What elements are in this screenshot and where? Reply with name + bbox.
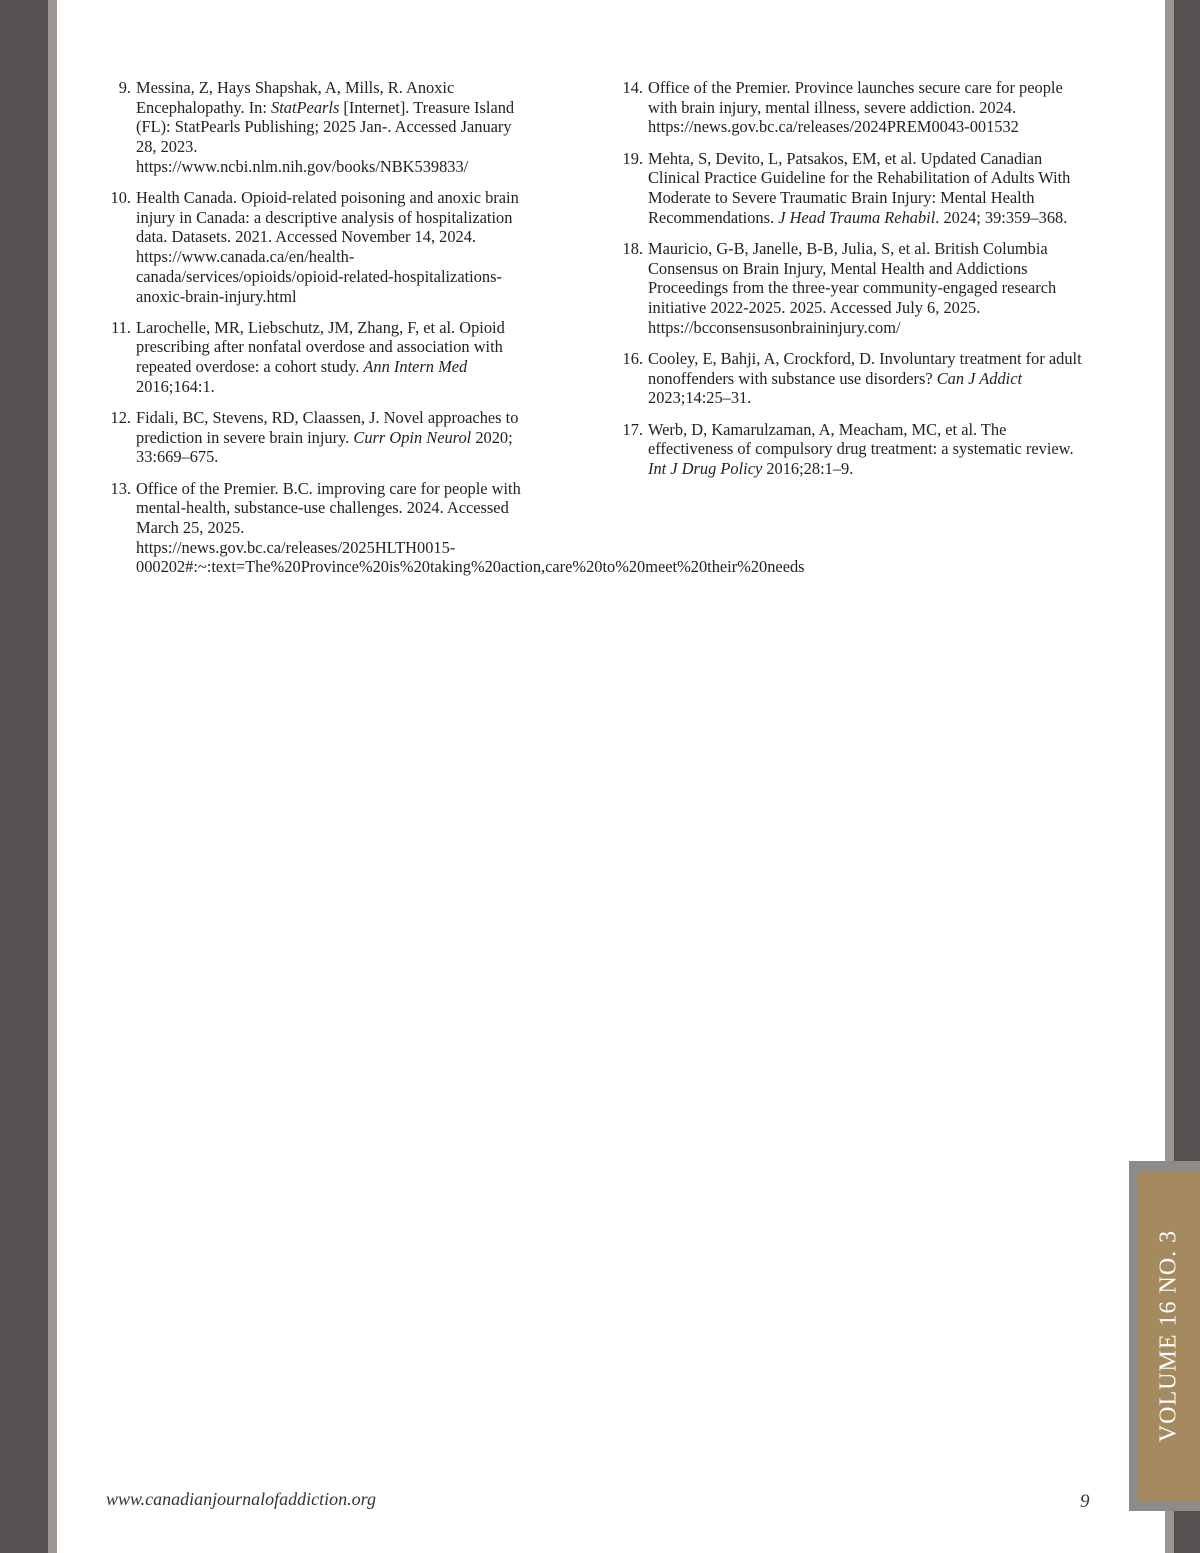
reference-item — [590, 349, 1085, 408]
reference-segment: Larochelle, MR, Liebschutz, JM, Zhang, F, et al. Opioid prescribing after nonfatal overdose and association with repeated overdose: a cohort study. — [136, 317, 505, 377]
reference-segment: Office of the Premier. Province launches secure care for people with brain injury, mental illness, severe addiction. 2024. https://news.gov.bc.ca/releases/2024PREM0043-001532 — [648, 78, 1063, 137]
reference-number: 12. — [110, 408, 131, 428]
reference-item — [78, 188, 528, 306]
reference-text — [648, 239, 1056, 337]
reference-journal: StatPearls — [271, 97, 340, 117]
reference-journal: Int J Drug Policy — [648, 458, 763, 478]
reference-segment: Messina, Z, Hays Shapshak, A, Mills, R. Anoxic Encephalopathy. In: — [136, 78, 455, 117]
reference-number: 18. — [622, 238, 643, 258]
reference-item — [590, 149, 1085, 228]
reference-segment: Health Canada. Opioid-related poisoning and anoxic brain injury in Canada: a descriptive analysis of hospitalization data. Datasets. 2021. Accessed November 14, 2024. https://www.canada.ca/en/health-canada/services/opioids/opioid-related-hospitalizations-anoxic-brain-injury.html — [136, 188, 519, 306]
reference-item — [590, 78, 1085, 137]
reference-segment: . 2024; 39:359–368. — [935, 207, 1068, 227]
reference-journal: Curr Opin Neurol — [353, 427, 472, 447]
reference-item — [78, 318, 528, 397]
reference-segment: Mauricio, G-B, Janelle, B-B, Julia, S, et al. British Columbia Consensus on Brain Injury, Mental Health and Addictions Proceedings from the three-year community-engaged research initiative 2022-2025. 2025. Accessed July 6, 2025. https://bcconsensusonbraininjury.com/ — [648, 238, 1057, 337]
reference-segment: 2016;164:1. — [136, 376, 215, 396]
reference-segment: Fidali, BC, Stevens, RD, Claassen, J. Novel approaches to prediction in severe brain injury. — [136, 408, 519, 447]
reference-item — [78, 478, 805, 578]
reference-item — [590, 239, 1085, 338]
reference-number: 16. — [622, 348, 643, 368]
reference-number: 11. — [111, 317, 131, 337]
reference-journal: J Head Trauma Rehabil — [778, 207, 936, 227]
reference-number: 19. — [622, 148, 643, 168]
reference-segment: 2023;14:25–31. — [648, 388, 752, 408]
page-edge-left — [48, 0, 57, 1553]
reference-journal: Ann Intern Med — [363, 357, 468, 377]
reference-number: 10. — [110, 188, 131, 208]
reference-text — [648, 149, 1070, 227]
footer-url[interactable]: www.canadianjournalofaddiction.org — [106, 1489, 377, 1509]
reference-segment: Cooley, E, Bahji, A, Crockford, D. Involuntary treatment for adult nonoffenders with substance use disorders? — [648, 348, 1082, 388]
reference-segment: 2020; 33:669–675. — [136, 427, 513, 467]
reference-item — [78, 408, 528, 467]
reference-number: 9. — [118, 78, 131, 97]
reference-text — [136, 78, 514, 176]
reference-text — [648, 420, 1074, 478]
reference-segment: 2016;28:1–9. — [762, 458, 854, 478]
reference-text — [136, 318, 505, 396]
reference-segment: Mehta, S, Devito, L, Patsakos, EM, et al. Updated Canadian Clinical Practice Guideline for the Rehabilitation of Adults With Moderate to Severe Traumatic Brain Injury: Mental Health Recommendations. — [648, 148, 1071, 227]
reference-segment: Office of the Premier. B.C. improving care for people with mental-health, substance-use challenges. 2024. Accessed March 25, 2025. https://news.gov.bc.ca/releases/2025HLTH0015-000202#:~:text=The%20Province%20is%20taking%20action,care%20to%20meet%20their%20needs — [136, 478, 805, 577]
reference-number: 13. — [110, 478, 131, 498]
reference-journal: Can J Addict — [936, 368, 1023, 388]
page-number: 9 — [1080, 1491, 1090, 1512]
references-list-right — [590, 78, 1085, 490]
reference-number: 14. — [622, 78, 643, 97]
reference-item — [590, 420, 1085, 479]
reference-text — [648, 349, 1082, 407]
volume-tab-label: VOLUME 16 NO. 3 — [1155, 1229, 1182, 1443]
reference-text — [648, 78, 1063, 136]
reference-text — [136, 188, 519, 306]
reference-segment: Werb, D, Kamarulzaman, A, Meacham, MC, et al. The effectiveness of compulsory drug treatment: a systematic review. — [648, 419, 1074, 459]
reference-segment: [Internet]. Treasure Island (FL): StatPearls Publishing; 2025 Jan-. Accessed January 28, 2023. https://www.ncbi.nlm.nih.gov/books/NBK539833/ — [136, 97, 515, 176]
reference-item — [78, 78, 528, 177]
reference-number: 17. — [622, 419, 643, 439]
reference-text — [136, 408, 518, 466]
